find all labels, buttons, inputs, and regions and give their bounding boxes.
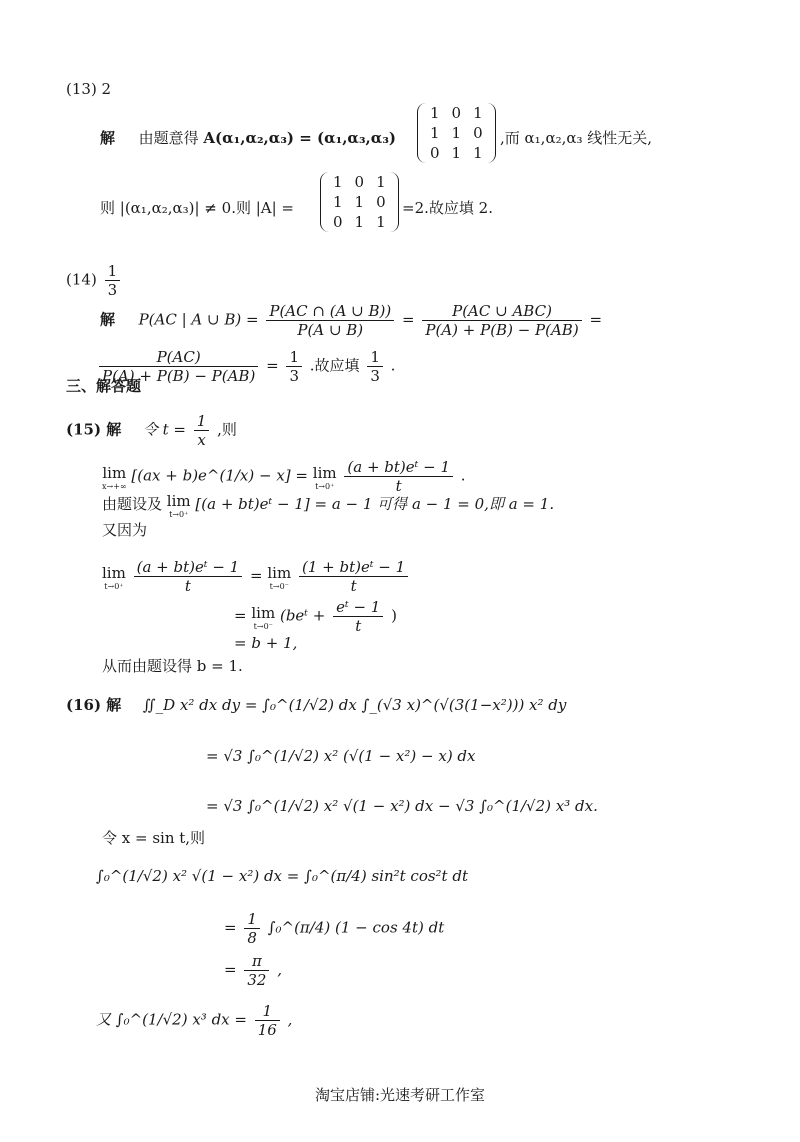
q15-l5-end: ): [391, 606, 397, 625]
q16-line7: [224, 952, 282, 989]
q15-l4-frac1: $\frac{\text{(a + bt)eᵗ − 1}}{t}$: [134, 558, 243, 595]
q14-frac3: $\frac{P(AC)}{P(A) + P(B) - P(AB)}$: [99, 348, 258, 385]
q15-let: 令 t =: [142, 420, 186, 439]
q15-eq1-frac: $\frac{\text{(a + bt)eᵗ − 1}}{t}$: [344, 458, 453, 495]
q16-l1: ∬_D x² dx dy = ∫₀^(1/√2) dx ∫_(√3 x)^(√(3(1−x²))) x² dy: [142, 696, 567, 714]
q15-line2: [102, 491, 554, 519]
q15-l2-body: [(a + bt)eᵗ − 1] = a − 1 可得 a − 1 = 0,即 a = 1.: [195, 495, 555, 513]
q15-l4-frac2: $\frac{\text{(1 + bt)eᵗ − 1}}{t}$: [299, 558, 408, 595]
q14-lhs: P(AC | A ∪ B) =: [138, 310, 259, 329]
q15-line6: = b + 1,: [234, 634, 298, 652]
q15-l2-pre: 由题设及: [102, 495, 163, 513]
q16-line3: = √3 ∫₀^(1/√2) x² √(1 − x²) dx − √3 ∫₀^(1/√2) x³ dx.: [206, 797, 598, 815]
q16-l6-pre: =: [224, 918, 237, 937]
q13-solve-label: 解: [100, 129, 116, 147]
q13-line1-eq: A(α₁,α₂,α₃) = (α₁,α₃,α₃): [203, 129, 396, 147]
q16-l7-pre: =: [224, 960, 237, 979]
q14-eq2: =: [589, 310, 603, 329]
q14-solve-label: 解: [100, 310, 116, 329]
q14-tail-end: .: [390, 356, 396, 375]
q14-eq1: =: [402, 310, 415, 329]
q15-lim-4: lim t→0⁺: [102, 563, 126, 591]
q15-l5-body: (beᵗ +: [279, 606, 326, 625]
q13-line2-post: =2.故应填 2.: [402, 199, 493, 217]
q14-line1: [100, 302, 602, 339]
q15-line1: [102, 458, 466, 495]
q16-line8: [96, 1002, 292, 1039]
q13-matrix-2: 1 0 1 1 1 0 0 1 1: [320, 172, 399, 232]
q16-line4: 令 x = sin t,则: [102, 829, 206, 847]
q15-label: (15) 解: [66, 420, 122, 439]
q16-line1: [66, 695, 566, 715]
q13-line1: [100, 128, 396, 148]
q14-frac4: $\frac{1}{3}$: [286, 348, 302, 385]
q15-line7: 从而由题设得 b = 1.: [102, 657, 243, 675]
q14-tail: .故应填: [309, 356, 360, 375]
q15-lim-5: lim t→0⁻: [267, 563, 292, 591]
q15-eq1-body: [(ax + b)e^(1/x) − x] =: [131, 466, 308, 485]
q16-l7-post: ,: [277, 960, 283, 979]
q13-line2-pre: 则 |(α₁,α₂,α₃)| ≠ 0.则 |A| =: [100, 199, 295, 217]
q15-let-post: ,则: [217, 420, 237, 439]
footer-shop-name: 淘宝店铺:光速考研工作室: [314, 1086, 486, 1104]
q15-l5-frac: $\frac{\text{eᵗ − 1}}{t}$: [333, 598, 383, 635]
q13-matrix-1: 1 0 1 1 1 0 0 1 1: [417, 103, 496, 163]
q15-line5: [234, 598, 397, 635]
q14-frac1: $\frac{P(AC \cap (A \cup B))}{P(A \cup B)}$: [266, 302, 394, 339]
q13-line1-post: ,而 α₁,α₂,α₃ 线性无关,: [500, 129, 653, 147]
q15-lim-2: lim t→0⁺: [312, 463, 337, 491]
q15-lim-1: lim x→+∞: [102, 463, 127, 491]
q14-frac2: $\frac{\text{P(AC ∪ ABC)}}{P(A) + P(B) - P(AB)}$: [422, 302, 581, 339]
q14-answer: $\frac{1}{3}$: [105, 262, 121, 299]
q15-lim-6: lim t→0⁻: [251, 603, 276, 631]
q16-l8-pre: 又 ∫₀^(1/√2) x³ dx =: [96, 1010, 247, 1029]
q16-l8-post: ,: [287, 1010, 293, 1029]
q14-label-line: [66, 262, 123, 299]
q15-l4-mid: =: [250, 566, 263, 585]
q15-eq1-end: .: [460, 466, 466, 485]
q15-lim-3: lim t→0⁺: [166, 492, 191, 519]
q15-line3: 又因为: [102, 521, 148, 539]
q16-line5: ∫₀^(1/√2) x² √(1 − x²) dx = ∫₀^(π/4) sin²t cos²t dt: [96, 867, 468, 885]
q16-line6: [224, 910, 444, 947]
q16-l6-post: ∫₀^(π/4) (1 − cos 4t) dt: [267, 918, 445, 937]
q14-eq3: =: [266, 356, 279, 375]
q14-frac5: $\frac{1}{3}$: [367, 348, 383, 385]
q15-let-frac: $\frac{1}{x}$: [194, 412, 210, 449]
q16-line2: = √3 ∫₀^(1/√2) x² (√(1 − x²) − x) dx: [206, 747, 476, 765]
q13-line1-pre: 由题意得: [138, 129, 199, 147]
q16-l6-frac: $\frac{1}{8}$: [244, 910, 260, 947]
q15-line4: [102, 558, 411, 595]
q16-l7-frac: $\frac{\pi}{32}$: [244, 952, 269, 989]
q16-label: (16) 解: [66, 696, 122, 714]
q16-l8-frac: $\frac{1}{16}$: [255, 1002, 280, 1039]
q15-l5-pre: =: [234, 606, 247, 625]
section-heading: 三、解答题: [66, 377, 142, 395]
q15-line0: [66, 412, 237, 449]
q13-label: (13) 2: [66, 80, 112, 98]
q14-label: (14): [66, 270, 97, 289]
